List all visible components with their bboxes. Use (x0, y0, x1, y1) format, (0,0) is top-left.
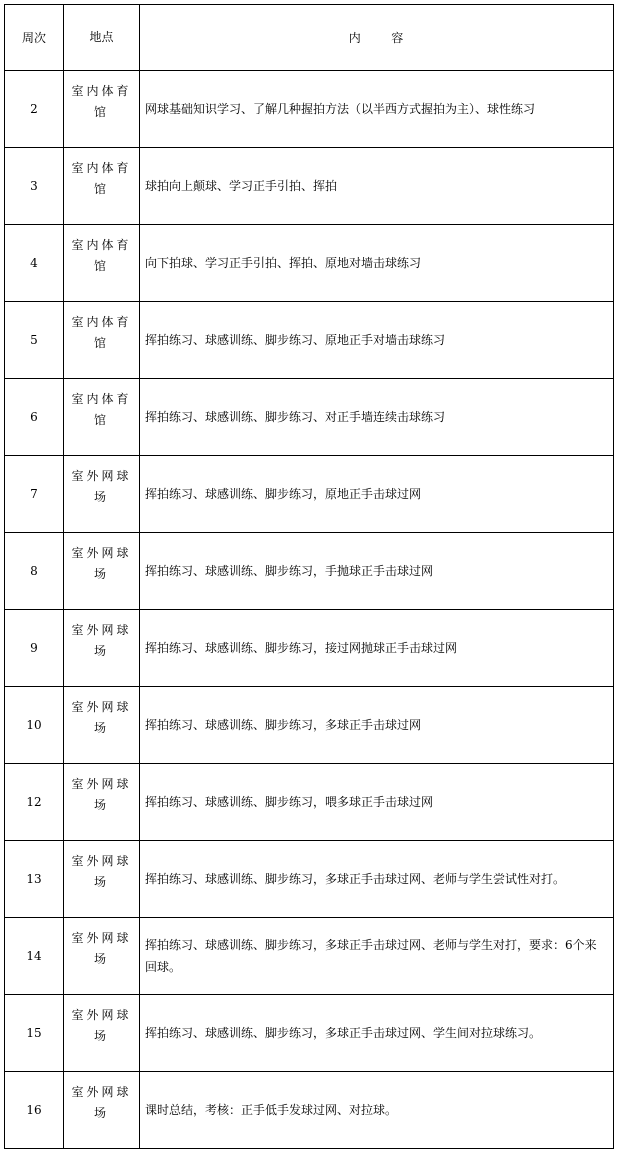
content-cell: 挥拍练习、球感训练、脚步练习，接过网抛球正手击球过网 (140, 610, 614, 687)
content-cell: 挥拍练习、球感训练、脚步练习，多球正手击球过网、老师与学生对打，要求：6个来回球。 (140, 918, 614, 995)
schedule-table (4, 4, 614, 1149)
location-cell (64, 148, 140, 225)
week-cell: 12 (5, 764, 64, 841)
table-row (5, 379, 614, 456)
week-cell: 6 (5, 379, 64, 456)
header-content-label: 内 容 (348, 30, 404, 45)
content-cell: 挥拍练习、球感训练、脚步练习，多球正手击球过网、学生间对拉球练习。 (140, 995, 614, 1072)
location-text: 室外网球场 (71, 854, 132, 889)
table-row (5, 302, 614, 379)
week-cell: 3 (5, 148, 64, 225)
location-text: 室内体育馆 (71, 161, 132, 196)
location-text: 室内体育馆 (71, 315, 132, 350)
location-cell (64, 610, 140, 687)
content-cell: 网球基础知识学习、了解几种握拍方法（以半西方式握拍为主）、球性练习 (140, 71, 614, 148)
table-row (5, 610, 614, 687)
location-text: 室外网球场 (71, 623, 132, 658)
header-content (140, 5, 614, 71)
location-text: 室内体育馆 (71, 392, 132, 427)
location-text: 室内体育馆 (71, 84, 132, 119)
location-cell (64, 71, 140, 148)
week-cell: 4 (5, 225, 64, 302)
week-cell: 5 (5, 302, 64, 379)
table-row (5, 225, 614, 302)
table-row (5, 995, 614, 1072)
content-cell: 挥拍练习、球感训练、脚步练习，多球正手击球过网 (140, 687, 614, 764)
week-cell: 8 (5, 533, 64, 610)
location-text: 室外网球场 (71, 1085, 132, 1120)
week-cell: 14 (5, 918, 64, 995)
table-row (5, 71, 614, 148)
content-cell: 挥拍练习、球感训练、脚步练习、对正手墙连续击球练习 (140, 379, 614, 456)
week-cell: 16 (5, 1072, 64, 1149)
header-location: 地点 (64, 5, 140, 71)
location-text: 室外网球场 (71, 469, 132, 504)
location-cell (64, 302, 140, 379)
content-cell: 挥拍练习、球感训练、脚步练习，喂多球正手击球过网 (140, 764, 614, 841)
table-row (5, 687, 614, 764)
location-cell (64, 533, 140, 610)
location-cell (64, 1072, 140, 1149)
table-row (5, 148, 614, 225)
location-cell (64, 995, 140, 1072)
content-cell: 向下拍球、学习正手引拍、挥拍、原地对墙击球练习 (140, 225, 614, 302)
location-text: 室外网球场 (71, 1008, 132, 1043)
week-cell: 2 (5, 71, 64, 148)
table-row (5, 456, 614, 533)
location-cell (64, 687, 140, 764)
header-week: 周次 (5, 5, 64, 71)
location-text: 室外网球场 (71, 931, 132, 966)
table-row (5, 1072, 614, 1149)
week-cell: 15 (5, 995, 64, 1072)
week-cell: 9 (5, 610, 64, 687)
week-cell: 10 (5, 687, 64, 764)
content-cell: 挥拍练习、球感训练、脚步练习、原地正手对墙击球练习 (140, 302, 614, 379)
table-row (5, 764, 614, 841)
table-row (5, 533, 614, 610)
content-cell: 课时总结，考核：正手低手发球过网、对拉球。 (140, 1072, 614, 1149)
content-cell: 挥拍练习、球感训练、脚步练习，手抛球正手击球过网 (140, 533, 614, 610)
location-text: 室外网球场 (71, 546, 132, 581)
location-cell (64, 764, 140, 841)
location-cell (64, 918, 140, 995)
table-header-row (5, 5, 614, 71)
content-cell: 挥拍练习、球感训练、脚步练习，多球正手击球过网、老师与学生尝试性对打。 (140, 841, 614, 918)
content-cell: 挥拍练习、球感训练、脚步练习，原地正手击球过网 (140, 456, 614, 533)
location-cell (64, 841, 140, 918)
week-cell: 7 (5, 456, 64, 533)
content-cell: 球拍向上颠球、学习正手引拍、挥拍 (140, 148, 614, 225)
table-row (5, 918, 614, 995)
location-cell (64, 456, 140, 533)
location-text: 室外网球场 (71, 700, 132, 735)
table-row (5, 841, 614, 918)
location-cell (64, 225, 140, 302)
location-text: 室内体育馆 (71, 238, 132, 273)
location-cell (64, 379, 140, 456)
location-text: 室外网球场 (71, 777, 132, 812)
week-cell: 13 (5, 841, 64, 918)
